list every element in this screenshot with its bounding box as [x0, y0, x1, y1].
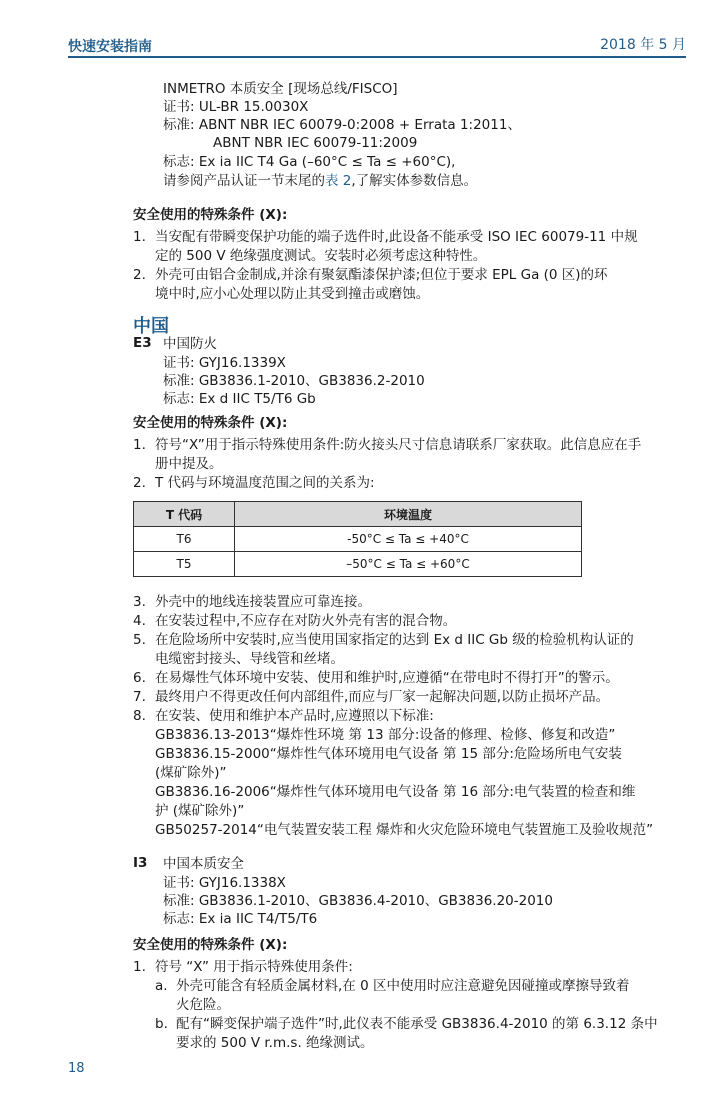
table-header: 环境温度	[235, 502, 582, 527]
condition-line: 定的 500 V 绝缘强度测试。安装时必须考虑这种特性。	[155, 248, 487, 264]
standard-line: GB3836.15-2000“爆炸性气体环境用电气设备 第 15 部分:危险场所电气安装	[155, 746, 622, 762]
condition-line: 外壳可由铝合金制成,并涂有聚氨酯漆保护漆;但位于要求 EPL Ga (0 区)的环	[155, 267, 608, 283]
condition-line: 册中提及。	[155, 456, 223, 472]
table-cell: -50°C ≤ Ta ≤ +40°C	[235, 527, 582, 552]
inmetro-reference	[163, 172, 477, 190]
i3-cert: 证书: GYJ16.1338X	[163, 875, 286, 891]
table-cell: T5	[134, 552, 235, 577]
table-2-link[interactable]: 表 2	[325, 173, 352, 189]
condition-line: 符号 “X” 用于指示特殊使用条件:	[155, 959, 353, 975]
list-number: 8.	[133, 708, 146, 724]
standard-line: (煤矿除外)”	[155, 765, 227, 781]
reference-prefix: 请参阅产品认证一节末尾的	[163, 173, 325, 189]
condition-line: 在危险场所中安装时,应当使用国家指定的达到 Ex d IIC Gb 级的检验机构认证的	[155, 632, 634, 648]
header-rule	[68, 56, 686, 58]
condition-line: 在安装、使用和维护本产品时,应遵照以下标准:	[155, 708, 434, 724]
list-number: 6.	[133, 670, 146, 686]
page-number: 18	[68, 1061, 85, 1076]
e3-mark: 标志: Ex d IIC T5/T6 Gb	[163, 391, 316, 407]
temperature-table	[133, 501, 582, 577]
list-number: 2.	[133, 475, 146, 491]
i3-std: 标准: GB3836.1-2010、GB3836.4-2010、GB3836.20-2010	[163, 893, 553, 909]
list-number: 2.	[133, 267, 146, 283]
inmetro-std-1: 标准: ABNT NBR IEC 60079-0:2008 + Errata 1:2011、	[163, 117, 521, 133]
standard-line: GB3836.16-2006“爆炸性气体环境用电气设备 第 16 部分:电气装置的检查和维	[155, 784, 636, 800]
table-row	[134, 552, 582, 577]
list-number: 1.	[133, 959, 146, 975]
e3-std: 标准: GB3836.1-2010、GB3836.2-2010	[163, 373, 425, 389]
header-title: 快速安装指南	[68, 39, 152, 55]
table-row	[134, 527, 582, 552]
special-conditions-heading: 安全使用的特殊条件 (X):	[133, 415, 288, 431]
section-title-china: 中国	[133, 316, 169, 337]
header-date: 2018 年 5 月	[600, 37, 686, 53]
sub-list-letter: b.	[155, 1016, 168, 1032]
table-cell: T6	[134, 527, 235, 552]
condition-line: 符号“X”用于指示特殊使用条件:防火接头尺寸信息请联系厂家获取。此信息应在手	[155, 437, 642, 453]
standard-line: GB50257-2014“电气装置安装工程 爆炸和火灾危险环境电气装置施工及验收规范”	[155, 822, 654, 838]
condition-line: 在安装过程中,不应存在对防火外壳有害的混合物。	[155, 613, 457, 629]
table-header: T 代码	[134, 502, 235, 527]
condition-line: 当安配有带瞬变保护功能的端子选件时,此设备不能承受 ISO IEC 60079-11 中规	[155, 229, 638, 245]
sub-list-letter: a.	[155, 978, 168, 994]
list-number: 5.	[133, 632, 146, 648]
special-conditions-heading: 安全使用的特殊条件 (X):	[133, 937, 288, 953]
list-number: 4.	[133, 613, 146, 629]
inmetro-cert: 证书: UL-BR 15.0030X	[163, 99, 309, 115]
condition-line: 火危险。	[176, 997, 230, 1013]
special-conditions-heading: 安全使用的特殊条件 (X):	[133, 207, 288, 223]
condition-line: 最终用户不得更改任何内部组件,而应与厂家一起解决问题,以防止损坏产品。	[155, 689, 610, 705]
i3-name: 中国本质安全	[163, 856, 244, 872]
list-number: 3.	[133, 594, 146, 610]
list-number: 7.	[133, 689, 146, 705]
i3-mark: 标志: Ex ia IIC T4/T5/T6	[163, 911, 318, 927]
inmetro-std-2: ABNT NBR IEC 60079-11:2009	[213, 135, 418, 151]
e3-name: 中国防火	[163, 336, 217, 352]
condition-line: 电缆密封接头、导线管和丝堵。	[155, 651, 344, 667]
condition-line: 配有“瞬变保护端子选件”时,此仪表不能承受 GB3836.4-2010 的第 6.3.12 条中	[176, 1016, 658, 1032]
condition-line: T 代码与环境温度范围之间的关系为:	[155, 475, 375, 491]
standard-line: 护 (煤矿除外)”	[155, 803, 245, 819]
table-header-row	[134, 502, 582, 527]
list-number: 1.	[133, 437, 146, 453]
standard-line: GB3836.13-2013“爆炸性环境 第 13 部分:设备的修理、检修、修复和改造”	[155, 727, 616, 743]
page-header	[0, 0, 720, 58]
inmetro-title: INMETRO 本质安全 [现场总线/FISCO]	[163, 81, 398, 97]
condition-line: 外壳可能含有轻质金属材料,在 0 区中使用时应注意避免因碰撞或摩擦导致着	[176, 978, 630, 994]
approval-code-e3: E3	[133, 335, 152, 351]
condition-line: 境中时,应小心处理以防止其受到撞击或磨蚀。	[155, 286, 430, 302]
table-cell: –50°C ≤ Ta ≤ +60°C	[235, 552, 582, 577]
approval-code-i3: I3	[133, 855, 148, 871]
reference-suffix: ,了解实体参数信息。	[351, 173, 478, 189]
condition-line: 外壳中的地线连接装置应可靠连接。	[155, 594, 371, 610]
list-number: 1.	[133, 229, 146, 245]
condition-line: 要求的 500 V r.m.s. 绝缘测试。	[176, 1035, 374, 1051]
e3-cert: 证书: GYJ16.1339X	[163, 355, 286, 371]
condition-line: 在易爆性气体环境中安装、使用和维护时,应遵循“在带电时不得打开”的警示。	[155, 670, 619, 686]
inmetro-mark: 标志: Ex ia IIC T4 Ga (–60°C ≤ Ta ≤ +60°C),	[163, 154, 456, 170]
